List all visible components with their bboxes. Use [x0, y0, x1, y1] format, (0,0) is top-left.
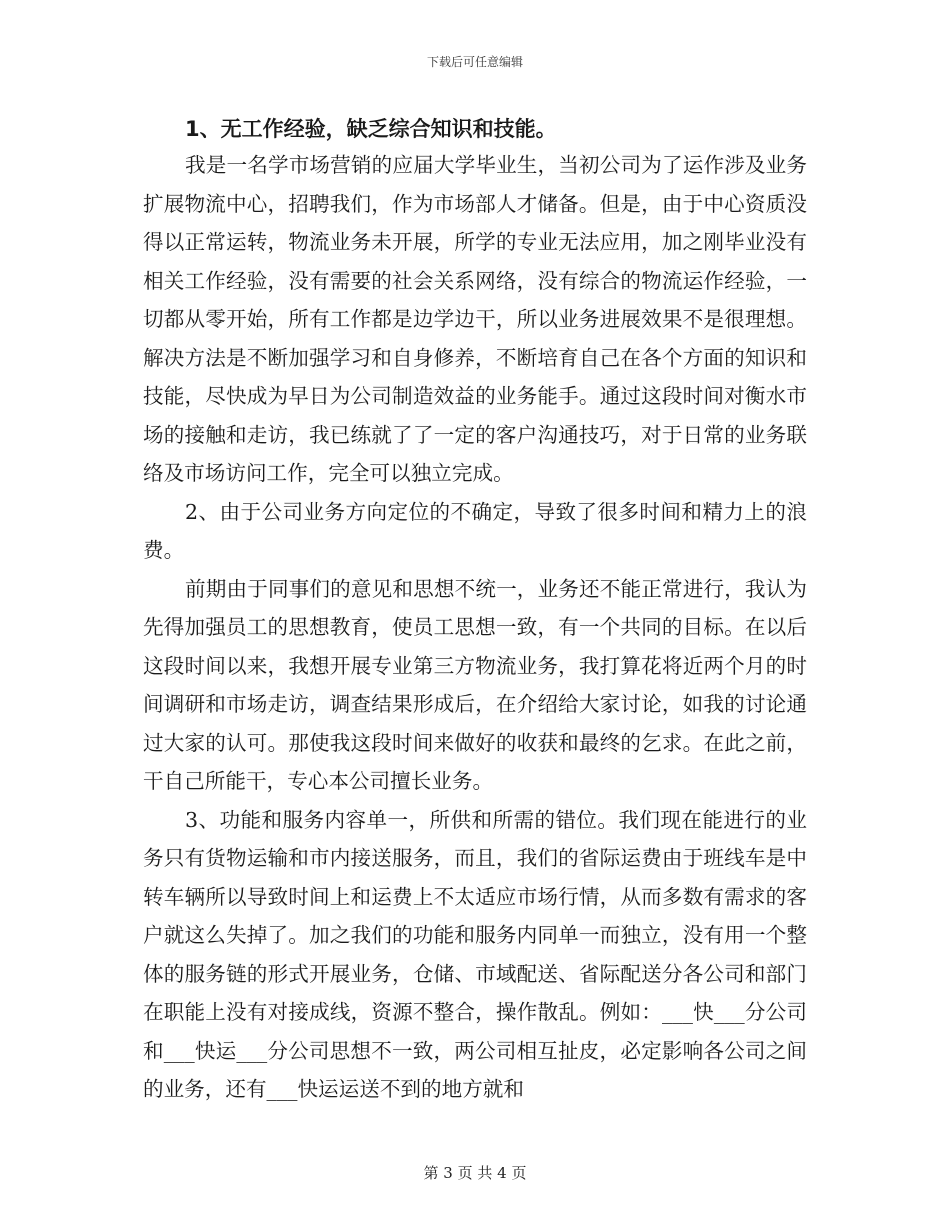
paragraph: 3、功能和服务内容单一，所供和所需的错位。我们现在能进行的业务只有货物运输和市内接送服务，而且，我们的省际运费由于班线车是中转车辆所以导致时间上和运费上不太适应市场行情，从而多数有需求的客户就这么失掉了。加之我们的功能和服务内同单一而独立，没有用一个整体的服务链的形式开展业务，仓储、市域配送、省际配送分各公司和部门在职能上没有对接成线，资源不整合，操作散乱。例如：___快___分公司和___快运___分公司思想不一致，两公司相互扯皮，必定影响各公司之间的业务，还有___快运运送不到的地方就和	[143, 807, 807, 1101]
page-number: 第 3 页 共 4 页	[423, 1164, 527, 1182]
paragraph: 前期由于同事们的意见和思想不统一，业务还不能正常进行，我认为先得加强员工的思想教育，使员工思想一致，有一个共同的目标。在以后这段时间以来，我想开展专业第三方物流业务，我打算花将近两个月的时间调研和市场走访，调查结果形成后，在介绍给大家讨论，如我的讨论通过大家的认可。那使我这段时间来做好的收获和最终的乞求。在此之前，干自己所能干，专心本公司擅长业务。	[143, 576, 807, 793]
paragraph: 我是一名学市场营销的应届大学毕业生，当初公司为了运作涉及业务扩展物流中心，招聘我们，作为市场部人才储备。但是，由于中心资质没得以正常运转，物流业务未开展，所学的专业无法应用，加之刚毕业没有相关工作经验，没有需要的社会关系网络，没有综合的物流运作经验，一切都从零开始，所有工作都是边学边干，所以业务进展效果不是很理想。解决方法是不断加强学习和自身修养，不断培育自己在各个方面的知识和技能，尽快成为早日为公司制造效益的业务能手。通过这段时间对衡水市场的接触和走访，我已练就了了一定的客户沟通技巧，对于日常的业务联络及市场访问工作，完全可以独立完成。	[143, 153, 807, 485]
document-body	[143, 112, 807, 1109]
paragraph: 2、由于公司业务方向定位的不确定，导致了很多时间和精力上的浪费。	[143, 499, 807, 562]
header-note: 下载后可任意编辑	[426, 55, 523, 69]
section-heading: 1、无工作经验，缺乏综合知识和技能。	[185, 117, 557, 141]
